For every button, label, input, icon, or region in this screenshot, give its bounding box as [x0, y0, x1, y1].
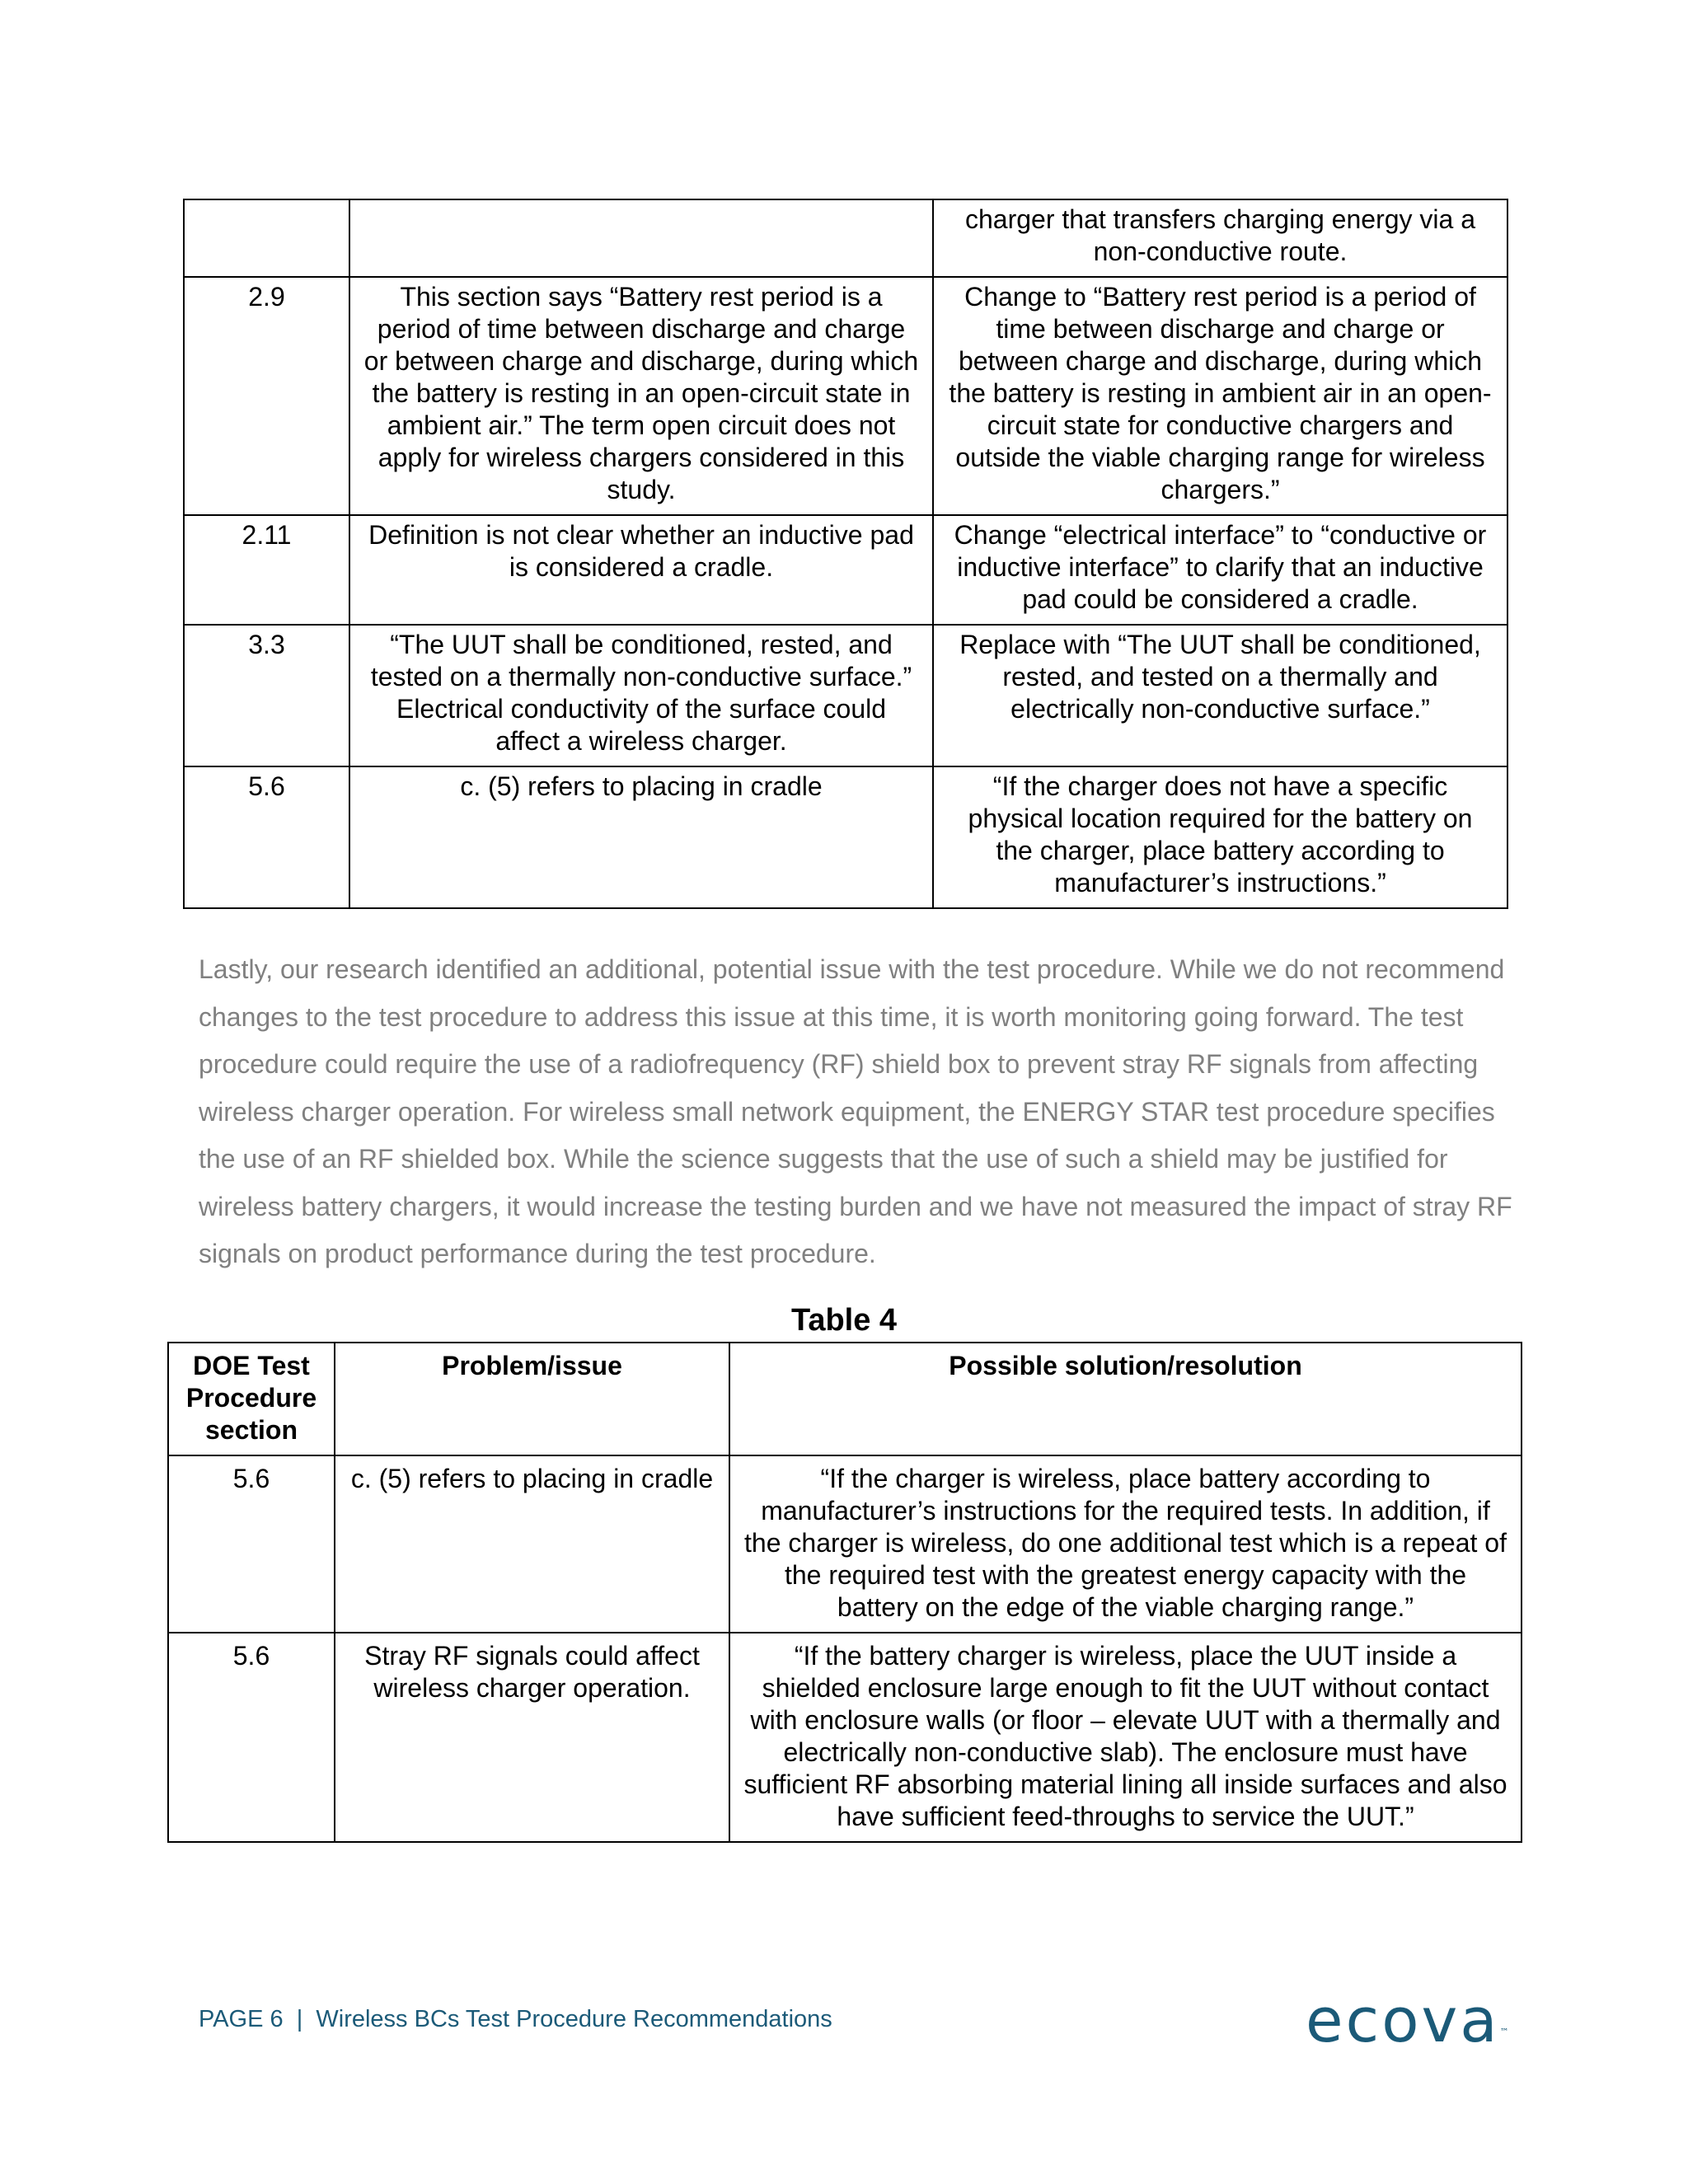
table-header-row: [168, 1343, 1522, 1455]
section-cell: 5.6: [184, 766, 349, 908]
column-header-problem: Problem/issue: [335, 1343, 729, 1455]
table-row: [184, 515, 1507, 625]
ecova-logo: [1306, 1985, 1509, 2056]
table-row: [184, 199, 1507, 277]
solution-cell: “If the charger does not have a specific physical location required for the battery on the charger, place battery according to manufacturer’s instructions.”: [933, 766, 1507, 908]
table-row: [184, 766, 1507, 908]
table-caption: Table 4: [790, 1303, 898, 1338]
column-header-solution: Possible solution/resolution: [729, 1343, 1522, 1455]
section-cell: 5.6: [168, 1455, 335, 1633]
table-row: [184, 625, 1507, 766]
solution-cell: charger that transfers charging energy via a non-conductive route.: [933, 199, 1507, 277]
table-row: [168, 1455, 1522, 1633]
page-footer: PAGE 6 | Wireless BCs Test Procedure Recommendations: [199, 2006, 832, 2032]
problem-cell: “The UUT shall be conditioned, rested, and tested on a thermally non-conductive surface.” Electrical conductivity of the surface could affect a wireless charger.: [349, 625, 933, 766]
solution-cell: Replace with “The UUT shall be conditioned, rested, and tested on a thermally and electrically non-conductive surface.”: [933, 625, 1507, 766]
problem-cell: c. (5) refers to placing in cradle: [335, 1455, 729, 1633]
problem-cell: This section says “Battery rest period is a period of time between discharge and charge or between charge and discharge, during which the battery is resting in an open-circuit state in ambient air.” The term open circuit does not apply for wireless chargers considered in this study.: [349, 277, 933, 515]
section-cell: 5.6: [168, 1633, 335, 1842]
section-cell: 3.3: [184, 625, 349, 766]
problem-cell: Stray RF signals could affect wireless charger operation.: [335, 1633, 729, 1842]
body-paragraph: Lastly, our research identified an additional, potential issue with the test procedure. While we do not recommend changes to the test procedure to address this issue at this time, it is worth monitoring going forward. The test procedure could require the use of a radiofrequency (RF) shield box to prevent stray RF signals from affecting wireless charger operation. For wireless small network equipment, the ENERGY STAR test procedure specifies the use of an RF shielded box. While the science suggests that the use of such a shield may be justified for wireless battery chargers, it would increase the testing burden and we have not measured the impact of stray RF signals on product performance during the test procedure.: [199, 954, 1512, 1268]
logo-wordmark: ecova: [1306, 1985, 1500, 2056]
column-header-section: DOE Test Procedure section: [168, 1343, 335, 1455]
table-row: [184, 277, 1507, 515]
solution-cell: Change “electrical interface” to “conductive or inductive interface” to clarify that an inductive pad could be considered a cradle.: [933, 515, 1507, 625]
solution-cell: “If the charger is wireless, place battery according to manufacturer’s instructions for the required tests. In addition, if the charger is wireless, do one additional test which is a repeat of the required test with the greatest energy capacity with the battery on the edge of the viable charging range.”: [729, 1455, 1522, 1633]
solution-cell: Change to “Battery rest period is a period of time between discharge and charge or between charge and discharge, during which the battery is resting in ambient air in an open-circuit state for conductive chargers and outside the viable charging range for wireless chargers.”: [933, 277, 1507, 515]
solution-cell: “If the battery charger is wireless, place the UUT inside a shielded enclosure large enough to fit the UUT without contact with enclosure walls (or floor – elevate UUT with a thermally and electrically non-conductive slab). The enclosure must have sufficient RF absorbing material lining all inside surfaces and also have sufficient feed-throughs to service the UUT.”: [729, 1633, 1522, 1842]
problem-cell: Definition is not clear whether an inductive pad is considered a cradle.: [349, 515, 933, 625]
problem-cell: [349, 199, 933, 277]
problem-cell: c. (5) refers to placing in cradle: [349, 766, 933, 908]
table-4: [167, 1342, 1522, 1843]
section-cell: 2.9: [184, 277, 349, 515]
section-cell: [184, 199, 349, 277]
trademark-symbol: ™: [1499, 2027, 1509, 2037]
recommendations-table-continued: [183, 199, 1508, 909]
section-cell: 2.11: [184, 515, 349, 625]
table-row: [168, 1633, 1522, 1842]
